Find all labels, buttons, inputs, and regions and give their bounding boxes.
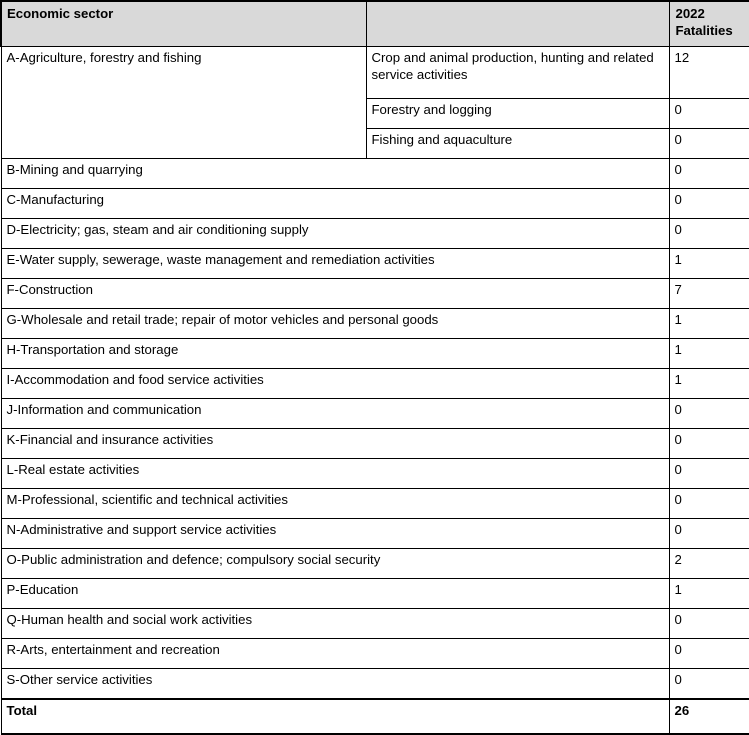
fatalities-value-cell: 1 xyxy=(669,309,749,339)
fatalities-value-cell: 12 xyxy=(669,47,749,99)
fatalities-value-cell: 0 xyxy=(669,429,749,459)
table-row xyxy=(1,47,749,99)
sector-cell: H-Transportation and storage xyxy=(1,339,669,369)
total-value: 26 xyxy=(669,699,749,734)
table-row xyxy=(1,459,749,489)
fatalities-value-cell: 0 xyxy=(669,489,749,519)
table-row xyxy=(1,339,749,369)
subclass-cell: Forestry and logging xyxy=(366,99,669,129)
column-header-fatalities-label: Fatalities xyxy=(675,22,733,38)
fatalities-value-cell: 0 xyxy=(669,99,749,129)
table-body xyxy=(1,47,749,735)
fatalities-value-cell: 0 xyxy=(669,459,749,489)
sector-cell: R-Arts, entertainment and recreation xyxy=(1,639,669,669)
table-row xyxy=(1,309,749,339)
fatalities-value-cell: 1 xyxy=(669,369,749,399)
column-header-economic-sector: Economic sector xyxy=(1,1,366,47)
sector-cell: G-Wholesale and retail trade; repair of motor vehicles and personal goods xyxy=(1,309,669,339)
table-row xyxy=(1,249,749,279)
table-row xyxy=(1,279,749,309)
sector-cell: L-Real estate activities xyxy=(1,459,669,489)
sector-cell-agriculture: A-Agriculture, forestry and fishing xyxy=(1,47,366,159)
sector-cell: Q-Human health and social work activities xyxy=(1,609,669,639)
fatalities-value-cell: 0 xyxy=(669,639,749,669)
sector-cell: P-Education xyxy=(1,579,669,609)
table-row xyxy=(1,489,749,519)
column-header-subclass xyxy=(366,1,669,47)
table-row xyxy=(1,639,749,669)
sector-cell: J-Information and communication xyxy=(1,399,669,429)
sector-cell: N-Administrative and support service activities xyxy=(1,519,669,549)
sector-cell: M-Professional, scientific and technical activities xyxy=(1,489,669,519)
sector-cell: I-Accommodation and food service activities xyxy=(1,369,669,399)
table-row xyxy=(1,549,749,579)
sector-cell: K-Financial and insurance activities xyxy=(1,429,669,459)
fatalities-value-cell: 0 xyxy=(669,189,749,219)
table-row xyxy=(1,369,749,399)
sector-cell: D-Electricity; gas, steam and air conditioning supply xyxy=(1,219,669,249)
fatalities-value-cell: 0 xyxy=(669,609,749,639)
sector-cell: E-Water supply, sewerage, waste management and remediation activities xyxy=(1,249,669,279)
sector-cell: C-Manufacturing xyxy=(1,189,669,219)
table-row xyxy=(1,609,749,639)
table-row xyxy=(1,579,749,609)
column-header-year: 2022 xyxy=(675,6,705,21)
sector-cell: F-Construction xyxy=(1,279,669,309)
table-row xyxy=(1,519,749,549)
fatalities-value-cell: 7 xyxy=(669,279,749,309)
fatalities-value-cell: 1 xyxy=(669,249,749,279)
fatalities-value-cell: 0 xyxy=(669,159,749,189)
sector-cell: S-Other service activities xyxy=(1,669,669,700)
fatalities-value-cell: 0 xyxy=(669,399,749,429)
table-row xyxy=(1,399,749,429)
table-row xyxy=(1,159,749,189)
subclass-cell: Fishing and aquaculture xyxy=(366,129,669,159)
table-row xyxy=(1,189,749,219)
table-header xyxy=(1,1,749,47)
subclass-cell: Crop and animal production, hunting and related service activities xyxy=(366,47,669,99)
fatalities-value-cell: 2 xyxy=(669,549,749,579)
fatalities-value-cell: 0 xyxy=(669,519,749,549)
sector-cell: O-Public administration and defence; compulsory social security xyxy=(1,549,669,579)
total-row xyxy=(1,699,749,734)
total-label: Total xyxy=(1,699,669,734)
header-row xyxy=(1,1,749,47)
sector-cell: B-Mining and quarrying xyxy=(1,159,669,189)
fatalities-value-cell: 0 xyxy=(669,669,749,700)
fatalities-value-cell: 1 xyxy=(669,339,749,369)
table-row xyxy=(1,429,749,459)
column-header-fatalities xyxy=(669,1,749,47)
table-row xyxy=(1,669,749,700)
table-row xyxy=(1,219,749,249)
fatalities-value-cell: 1 xyxy=(669,579,749,609)
fatalities-value-cell: 0 xyxy=(669,219,749,249)
fatalities-value-cell: 0 xyxy=(669,129,749,159)
